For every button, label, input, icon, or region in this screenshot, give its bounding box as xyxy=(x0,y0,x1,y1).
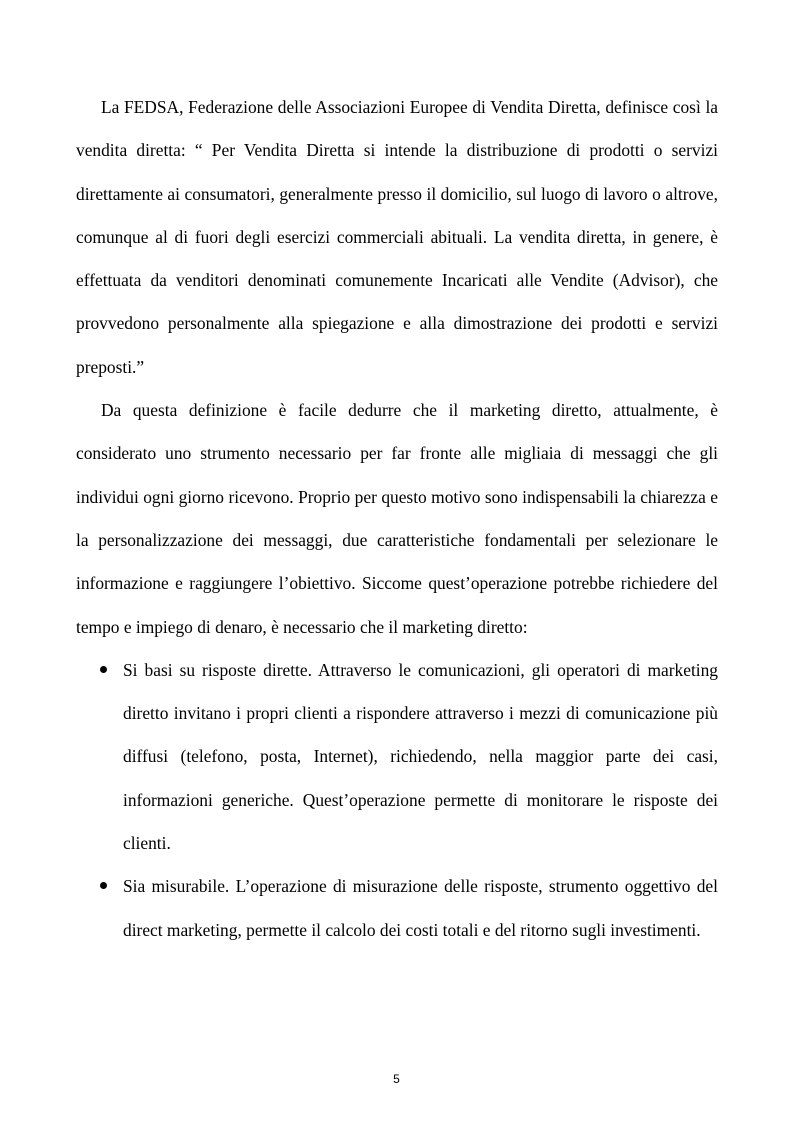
body-text xyxy=(76,86,718,952)
paragraph-fedsa-definition: La FEDSA, Federazione delle Associazioni Europee di Vendita Diretta, definisce così la vendita diretta: “ Per Vendita Diretta si intende la distribuzione di prodotti o servizi direttamente ai consumatori, generalmente presso il domicilio, sul luogo di lavoro o altrove, comunque al di fuori degli esercizi commerciali abituali. La vendita diretta, in genere, è effettuata da venditori denominati comunemente Incaricati alle Vendite (Advisor), che provvedono personalmente alla spiegazione e alla dimostrazione dei prodotti e servizi preposti.” xyxy=(76,97,718,377)
list-item xyxy=(76,865,718,952)
bullet-list xyxy=(76,649,718,952)
bullet-icon xyxy=(100,666,107,673)
list-item xyxy=(76,649,718,865)
bullet-text: Si basi su risposte dirette. Attraverso le comunicazioni, gli operatori di marketing diretto invitano i propri clienti a rispondere attraverso i mezzi di comunicazione più diffusi (telefono, posta, Internet), richiedendo, nella maggior parte dei casi, informazioni generiche. Quest’operazione permette di monitorare le risposte dei clienti. xyxy=(123,659,718,854)
page-number: 5 xyxy=(393,1072,400,1086)
bullet-icon xyxy=(100,882,107,889)
bullet-text: Sia misurabile. L’operazione di misurazione delle risposte, strumento oggettivo del direct marketing, permette il calcolo dei costi totali e del ritorno sugli investimenti. xyxy=(123,876,718,940)
paragraph-direct-marketing: Da questa definizione è facile dedurre che il marketing diretto, attualmente, è considerato uno strumento necessario per far fronte alle migliaia di messaggi che gli individui ogni giorno ricevono. Proprio per questo motivo sono indispensabili la chiarezza e la personalizzazione dei messaggi, due caratteristiche fondamentali per selezionare le informazione e raggiungere l’obiettivo. Siccome quest’operazione potrebbe richiedere del tempo e impiego di denaro, è necessario che il marketing diretto: xyxy=(76,400,718,637)
